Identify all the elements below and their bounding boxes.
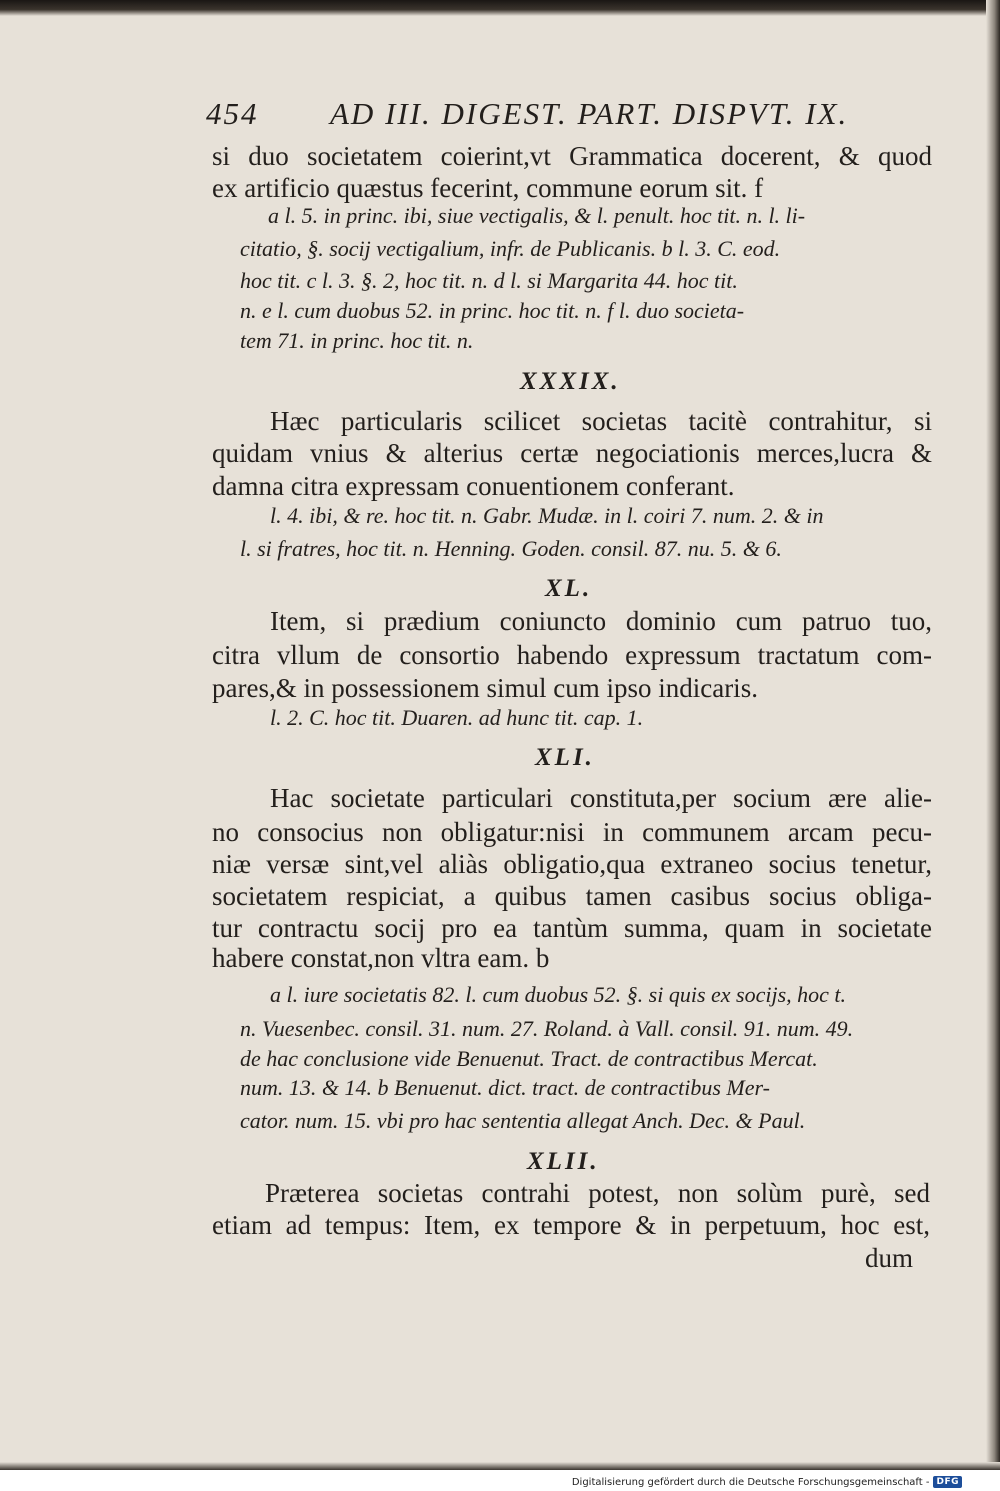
note-line: a l. iure societatis 82. l. cum duobus 52. §. si quis ex socijs, hoc t. xyxy=(270,982,847,1007)
page-right-edge xyxy=(986,0,1000,1470)
text-line: ex artificio quæstus fecerint, commune eorum sit. f xyxy=(212,173,764,203)
footer-text: Digitalisierung gefördert durch die Deutsche Forschungsgemeinschaft - xyxy=(571,1476,930,1488)
section-heading: XLII. xyxy=(527,1148,600,1175)
note-line: de hac conclusione vide Benuenut. Tract. de contractibus Mercat. xyxy=(240,1046,818,1071)
digitization-footer xyxy=(572,1476,962,1488)
dfg-logo-icon: DFG xyxy=(933,1476,962,1488)
note-line: l. 4. ibi, & re. hoc tit. n. Gabr. Mudæ. in l. coiri 7. num. 2. & in xyxy=(270,503,824,528)
note-line: hoc tit. c l. 3. §. 2, hoc tit. n. d l. si Margarita 44. hoc tit. xyxy=(240,268,738,293)
text-line: tur contractu socij pro ea tantùm summa, quam in societate xyxy=(212,913,932,943)
running-title: AD III. DIGEST. PART. DISPVT. IX. xyxy=(330,96,849,131)
note-line: citatio, §. socij vectigalium, infr. de Publicanis. b l. 3. C. eod. xyxy=(240,236,781,261)
note-line: l. 2. C. hoc tit. Duaren. ad hunc tit. cap. 1. xyxy=(270,705,644,730)
text-line: societatem respiciat, a quibus tamen casibus socius obliga- xyxy=(212,881,932,911)
text-line: Item, si prædium coniuncto dominio cum patruo tuo, xyxy=(270,606,932,636)
text-line: niæ versæ sint,vel aliàs obligatio,qua extraneo socius tenetur, xyxy=(212,849,932,879)
note-line: num. 13. & 14. b Benuenut. dict. tract. de contractibus Mer- xyxy=(240,1075,770,1100)
page-top-edge xyxy=(0,0,1000,16)
note-line: tem 71. in princ. hoc tit. n. xyxy=(240,328,474,353)
note-line: cator. num. 15. vbi pro hac sententia allegat Anch. Dec. & Paul. xyxy=(240,1108,806,1133)
section-heading: XL. xyxy=(545,575,593,602)
text-line: habere constat,non vltra eam. b xyxy=(212,943,550,973)
text-line: si duo societatem coierint,vt Grammatica docerent, & quod xyxy=(212,141,932,171)
text-line: quidam vnius & alterius certæ negociationis merces,lucra & xyxy=(212,438,932,468)
text-line: pares,& in possessionem simul cum ipso indicaris. xyxy=(212,673,758,703)
note-line: a l. 5. in princ. ibi, siue vectigalis, & l. penult. hoc tit. n. l. li- xyxy=(268,203,806,228)
text-line: Hac societate particulari constituta,per socium ære alie- xyxy=(270,783,932,813)
note-line: n. e l. cum duobus 52. in princ. hoc tit. n. f l. duo societa- xyxy=(240,298,745,323)
text-line: Hæc particularis scilicet societas tacitè contrahitur, si xyxy=(270,406,932,436)
text-line: Præterea societas contrahi potest, non solùm purè, sed xyxy=(265,1178,930,1208)
text-line: citra vllum de consortio habendo expressum tractatum com- xyxy=(212,640,932,670)
note-line: n. Vuesenbec. consil. 31. num. 27. Roland. à Vall. consil. 91. num. 49. xyxy=(240,1016,854,1041)
text-line: damna citra expressam conuentionem conferant. xyxy=(212,471,735,501)
text-line: no consocius non obligatur:nisi in communem arcam pecu- xyxy=(212,817,932,847)
catchword: dum xyxy=(865,1243,914,1273)
section-heading: XLI. xyxy=(535,744,595,771)
section-heading: XXXIX. xyxy=(520,368,621,395)
text-line: etiam ad tempus: Item, ex tempore & in perpetuum, hoc est, xyxy=(212,1210,930,1240)
page-number: 454 xyxy=(206,96,259,131)
page-bottom-edge xyxy=(0,1462,1000,1470)
note-line: l. si fratres, hoc tit. n. Henning. Goden. consil. 87. nu. 5. & 6. xyxy=(240,536,782,561)
